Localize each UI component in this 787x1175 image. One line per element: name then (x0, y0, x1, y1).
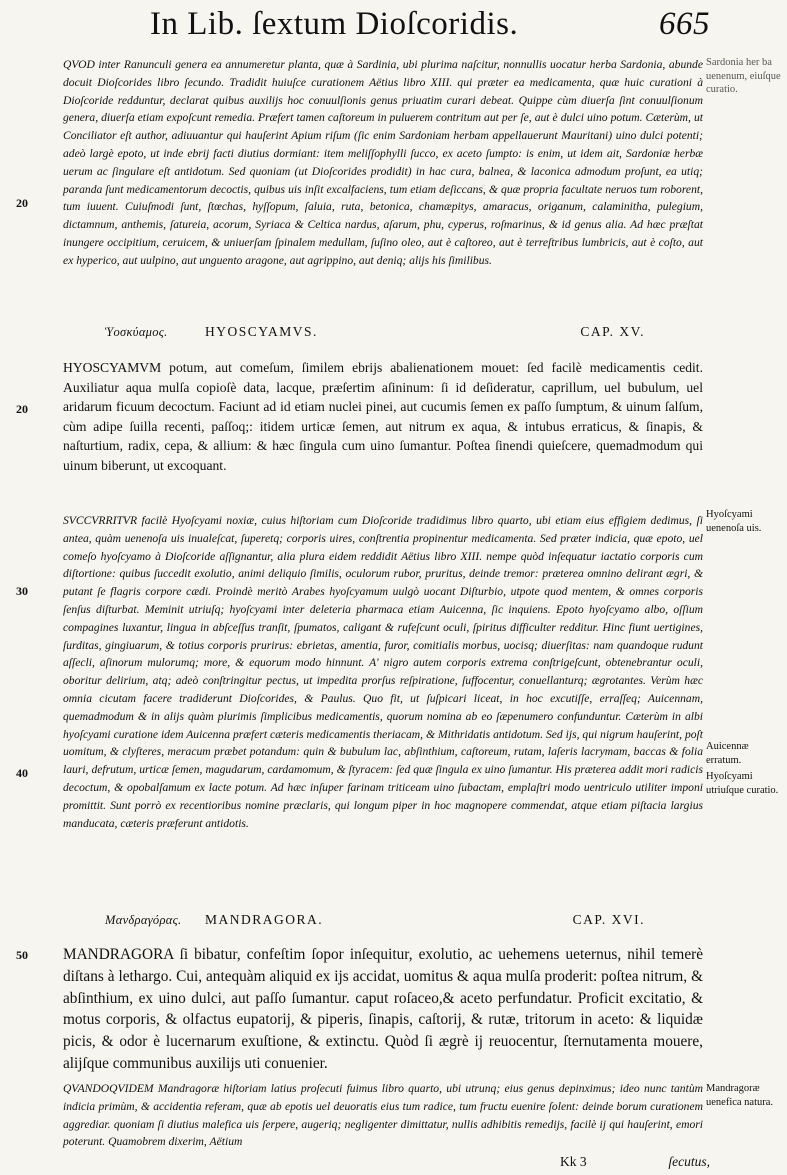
margin-line-number: 40 (16, 766, 28, 780)
paragraph-quandoquidem (63, 1080, 703, 1151)
paragraph-quandoquidem-text: QVANDOQVIDEM Mandragoræ hiſtoriam latius proſecuti fuimus libro quarto, ubi utrunq; eius genus depinximus; ideo nunc tantùm indicia primùm, & accidentia referam, quæ ab epotis uel deuoratis eius tum radice, tum fructu euenire ſolent: deinde borum curationem aggrediar. quoniam ſi diutius malefica uis ſerpere, augeriq; negligenter dimittatur, nullis adhibitis remedijs, facilè ij qui hauſerint, emori poterunt. Quamobrem dixerim, Aëtium (63, 1082, 703, 1149)
chapter-number: CAP. XVI. (572, 912, 645, 927)
signature-line (560, 1152, 710, 1172)
margin-line-number: 50 (16, 948, 28, 962)
running-head (150, 4, 710, 44)
side-note-auicenna: Auicennæ erratum. (706, 741, 749, 766)
paragraph-succurritur (63, 512, 703, 832)
margin-line-number: 30 (16, 584, 28, 598)
side-note-mandragora: Mandragoræ uenefica natura. (706, 1083, 774, 1108)
latin-title: HYOSCYAMVS. (205, 324, 318, 339)
paragraph-hyoscyamus (63, 358, 703, 476)
greek-title: Μανδραγόρας. (105, 913, 182, 927)
chapter-heading-hyoscyamus (105, 322, 645, 342)
signature-mark: Kk 3 (560, 1154, 587, 1169)
paragraph-mandragora (63, 944, 703, 1075)
page-number: 665 (659, 6, 710, 42)
latin-title: MANDRAGORA. (205, 912, 324, 927)
paragraph-mandragora-text: MANDRAGORA ſi bibatur, confeſtim ſopor inſequitur, exolutio, ac uehemens ueternus, nihil temerè diſtans à lethargo. Cui, antequàm aliquid ex ijs accidat, uomitus & aqua mulſa proderit: poſtea nitrum, & abſinthium, ex uino dulci, aut paſſo ſumantur. caput roſaceo,& aceto perfundatur. Proficit excitatio, & motus corporis, & olfactus eupatorij, & piperis, ſinapis, caſtorij, & rutæ, tritorum in aceto: & liquidæ picis, & odor è lucernarum exuſtione, & extinctu. Quòd ſi ægrè ij reuocentur, ſternutamenta mouere, alijſque communibus auxilijs uti conuenier. (63, 946, 703, 1072)
greek-title: Ὑοσκύαμος. (105, 325, 168, 339)
side-note-curatio: Hyoſcyami utriuſque curatio. (706, 771, 779, 796)
margin-line-number: 20 (16, 402, 28, 416)
side-note-hyoscyamus: Hyoſcyami uenenoſa uis. (706, 509, 762, 534)
paragraph-succurritur-text: SVCCVRRITVR facilè Hyoſcyami noxiæ, cuius hiſtoriam cum Dioſcoride tradidimus libro quarto, ubi etiam eius effigiem dedimus, ſi antea, quàm uenenoſa uis inualeſcat, ſuperetq; corporis uires, conſtrentia propinentur medicamenta. Sed præter indicia, quæ epoto, uel comeſo hyoſcyamo à Dioſcoride aſſignantur, alia plura eidem reddidit Aëtius libro XIII. nempe quòd inſequatur iactatio corporis cum diſtortione: quibus ſuccedit exolutio, animi deliquio ſimilis, oculorum rubor, pruritus, deinde tremor: præterea omnino delirant ægri, & putant ſe flagris corpore cædi. Proindè meritò Arabes hyoſcyamum uulgò uocant Diſturbio, utpote quod mentem, & omnes corporis ſenſus diſturbat. Meminit utriuſq; hyoſcyami inter deleteria pharmaca etiam Auicenna, ſic inquiens. Epoto hyoſcyamo albo, oſſium compagines luxantur, lingua in abſceſſus tranſit, ſpumatos, caligant & rufeſcunt oculi, ſpiritus difficulter redditur. Hinc fiunt uertigines, ſurditas, gingiuarum, & totius corporis prurirus: ebrietas, amentia, furor, comitialis morbus, uocisq; diuerſitas: nam quandoque rudunt aſſecli, aſinorum mulorumq; more, & equorum modo hinnunt. A' nigro autem corporis extrema conſtrigeſcunt, obtenebrantur oculi, oboritur delirium, atq; adeò conſtringitur pectus, ut impedita prorſus reſpiratione, ſuffocentur, conuellanturq; ægrotantes. Verùm hæc omnia cicutam facere tradiderunt Dioſcorides, & Paulus. Quo fit, ut ſuſpicari liceat, in hoc excutiſſe, erraſſeq; Auicennam, quemadmodum & in alijs quàm plurimis ſimplicibus medicamentis, quorum nomina ab eo ſæpenumero confunduntur. Cæterùm in albi hyoſcyami curatione idem Auicenna præfert cæteris medicamentis theriacam, & Mithridatis antidotum. Sed ijs, qui nigrum hauſerint, poſt uomitum, & clyſteres, meracum præbet potandum: quin & bubulum lac, abſinthium, caſtoreum, rutam, laſeris lacrymam, baccas & folia lauri, defrutum, urticæ ſemen, magudarum, cardamomum, & ſtyracem: ſed quæ ſingula ex uino ſumantur. His præterea addit mori radicis decoctum, & opobalſamum ex lacte potum. Ad hæc inſuper farinam triticeam uino ſubactam, emplaſtri modo uentriculo utiliter imponi promittit. Sunt porrò ex recentioribus nomine præclaris, qui longum piper in hoc magnopere commendat, atque etiam piſtacia largius manducata, cæteris præferunt antidotis. (63, 514, 703, 830)
chapter-heading-mandragora (105, 910, 645, 930)
side-note-sardonia: Sardonia her ba uenenum, eiuſque curatio. (706, 57, 781, 95)
running-head-title: In Lib. ſextum Dioſcoridis. (150, 6, 519, 42)
catchword: ſecutus, (668, 1154, 710, 1169)
margin-line-number: 20 (16, 196, 28, 210)
paragraph-sardonia (63, 56, 703, 270)
paragraph-hyoscyamus-text: HYOSCYAMVM potum, aut comeſum, ſimilem ebrijs abalienationem mouet: ſed facilè medicamentis cedit. Auxiliatur aqua mulſa copioſè data, lacque, præſertim aſininum: ſi id deſideratur, caprillum, uel bubulum, uel aridarum ficuum decoctum. Faciunt ad id etiam nuclei pinei, aut cucumis ſemen ex paſſo ſumptum, & uinum ſalſum, cùm adipe ſuilla recenti, paſſoq;: itidem urticæ ſemen, aut nitrum ex aqua, & intubus erraticus, & ſinapis, & naſturtium, radix, cepa, & allium: & hæc ſingula cum uino ſumantur. Poſtea ſinendi quieſcere, quemadmodum qui uinum biberunt, ut excoquant. (63, 360, 703, 473)
paragraph-sardonia-text: QVOD inter Ranunculi genera ea annumeretur planta, quæ à Sardinia, ubi plurima naſcitur, nonnullis uocatur herba Sardonia, abunde docuit Dioſcorides libro ſecundo. Tradidit huiuſce curationem Aëtius libro XIII. qui præter ea medicamenta, quæ huic curationi à Dioſcoride redduntur, declarat quibus auxilijs hoc conuulſionis genus priuatim curari debeat. Quippe cùm diuerſa ſint conuulſionum genera, diuerſa etiam expoſcunt remedia. Præfert tamen caſtoreum in puluerem contritum aut per ſe, aut è dulci uino potum. Cæterùm, ut Conciliator eſt author, adiuuantur qui hauſerint Apium riſum (ſic enim Sardoniam herbam appellauerunt Mauritani) uino dulci potenti; adeò largè epoto, ut inde ebrij facti diutius dormiant: item meliſſophylli ſucco, ex aceto ſumpto: is enim, ut idem ait, Sardoniæ herbæ uerum ac ſingulare eſt antidotum. Sed quoniam (ut Dioſcorides prodidit) in hac cura, balnea, & laconica admodum proſunt, ea utiq; paranda ſunt medicamentorum decoctis, quibus uis inſit excalfaciens, tum etiam deſiccans, & quæ propria facultate neruos tum roborent, tum iuuent. Cuiuſmodi ſunt, ſtœchas, hyſſopum, ſaluia, ruta, betonica, chamæpitys, amaracus, origanum, calaminitha, pulegium, dictamnum, anthemis, ſatureia, acorum, Syriaca & Celtica nardus, aſarum, phu, cyperus, roſmarinus, & id genus alia. Ad hæc præſtat inungere occipitium, ceruicem, & uniuerſam ſpinalem medullam, ſuſino oleo, aut è caſtoreo, aut è terreſtribus lumbricis, aut è coſto, aut ex hyperico, aut uulpino, aut unguento aragone, aut agrippino, aut deniq; alijs his ſimilibus. (63, 58, 703, 267)
chapter-number: CAP. XV. (580, 324, 645, 339)
